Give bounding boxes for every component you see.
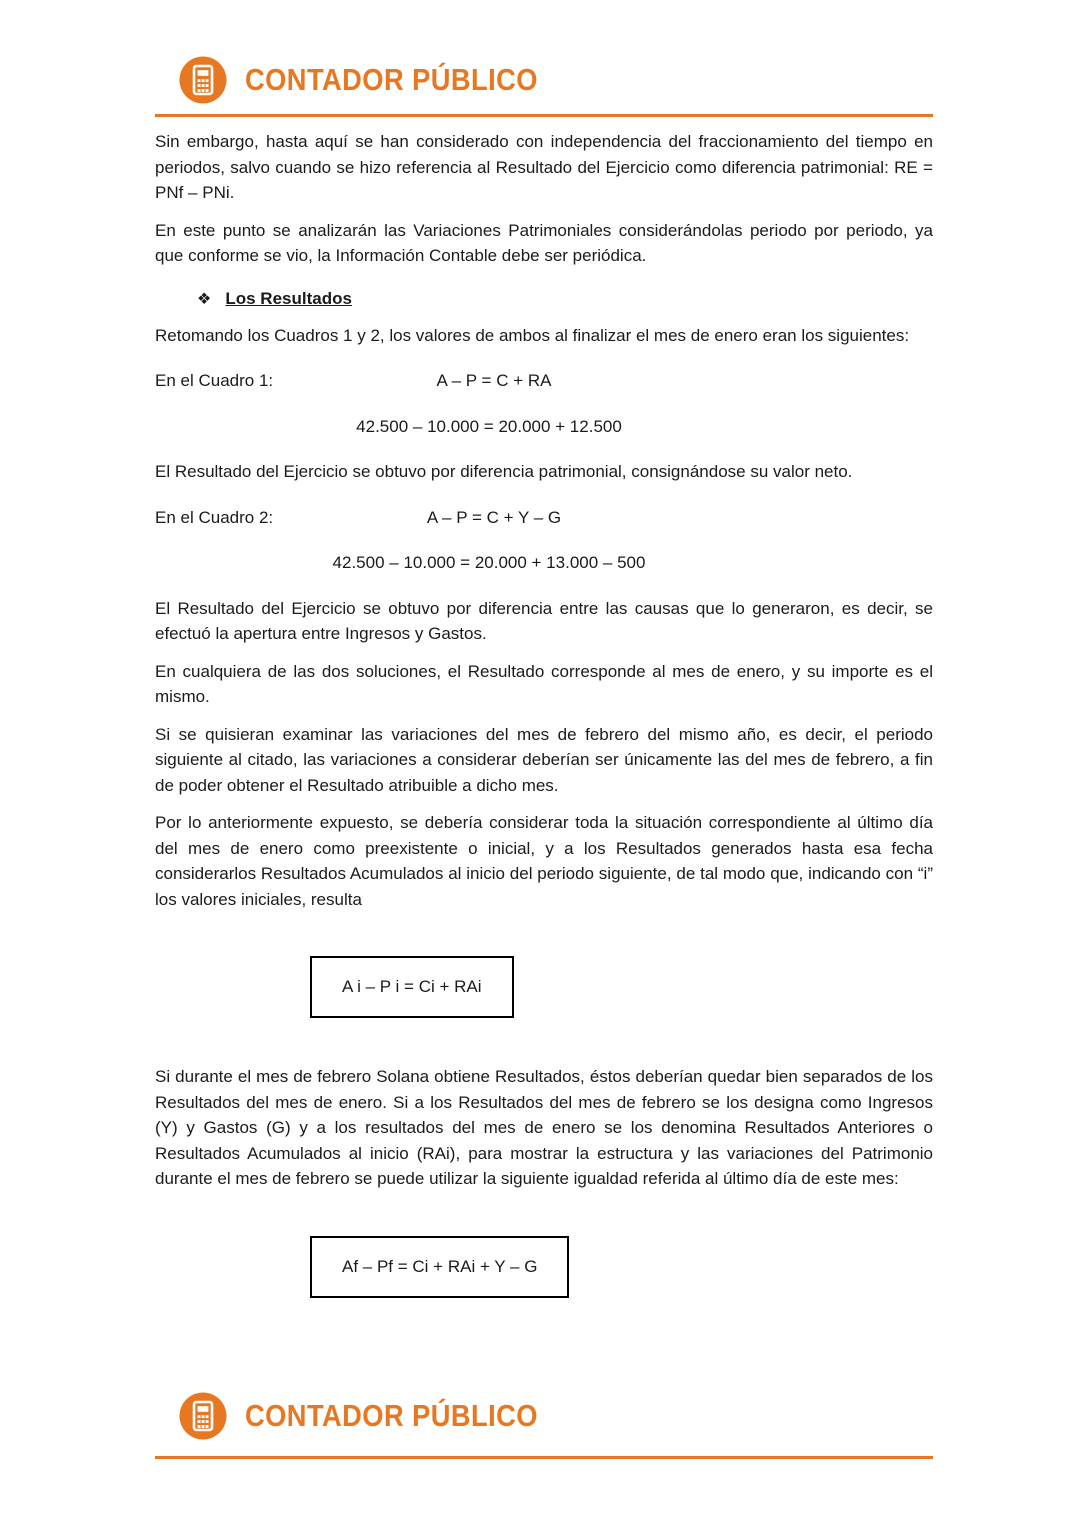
page-content: [155, 56, 933, 1324]
formula-box-1-wrap: [155, 930, 933, 1044]
brand-title: CONTADOR PÚBLICO: [245, 62, 538, 97]
section-heading: [197, 289, 933, 309]
formula-box-2-wrap: [155, 1210, 933, 1324]
cuadro2-values: 42.500 – 10.000 = 20.000 + 13.000 – 500: [332, 553, 646, 572]
calculator-icon: [179, 1392, 227, 1440]
cuadro2-label: En el Cuadro 2:: [155, 507, 274, 527]
footer-logo: [179, 1392, 933, 1440]
calculator-icon: [179, 56, 227, 104]
cuadro1-values: 42.500 – 10.000 = 20.000 + 12.500: [356, 416, 622, 436]
diamond-bullet-icon: ❖: [197, 290, 212, 308]
paragraph-4: El Resultado del Ejercicio se obtuvo por diferencia patrimonial, consignándose su valor neto.: [155, 462, 853, 481]
footer-brand-title: CONTADOR PÚBLICO: [245, 1398, 538, 1433]
section-title: Los Resultados: [225, 288, 352, 308]
formula-box-2: Af – Pf = Ci + RAi + Y – G: [310, 1236, 569, 1298]
paragraph-5: El Resultado del Ejercicio se obtuvo por diferencia entre las causas que lo generaron, es decir, se efectuó la apertura entre Ingresos y Gastos.: [155, 598, 933, 643]
cuadro1-formula-row: [155, 368, 933, 394]
paragraph-2: En este punto se analizarán las Variaciones Patrimoniales considerándolas periodo por periodo, ya que conforme se vio, la Información Contable debe ser periódica.: [155, 220, 933, 265]
footer-divider: [155, 1456, 933, 1459]
paragraph-6: En cualquiera de las dos soluciones, el Resultado corresponde al mes de enero, y su importe es el mismo.: [155, 661, 933, 706]
paragraph-1: Sin embargo, hasta aquí se han considerado con independencia del fraccionamiento del tiempo en periodos, salvo cuando se hizo referencia al Resultado del Ejercicio como diferencia patrimonial: RE = PNf – PNi.: [155, 132, 933, 202]
paragraph-8: Por lo anteriormente expuesto, se debería considerar toda la situación correspondiente al último día del mes de enero como preexistente o inicial, y a los Resultados generados hasta esa fecha considerarlos Resultados Acumulados al inicio del periodo siguiente, de tal modo que, indicando con “i” los valores iniciales, resulta: [155, 813, 933, 909]
cuadro1-formula: A – P = C + RA: [436, 371, 552, 390]
paragraph-9: Si durante el mes de febrero Solana obtiene Resultados, éstos deberían quedar bien separados de los Resultados del mes de enero. Si a los Resultados del mes de febrero se los designa como Ingresos (Y) y Gastos (G) y a los resultados del mes de enero se los denomina Resultados Anteriores o Resultados Acumulados al inicio (RAi), para mostrar la estructura y las variaciones del Patrimonio durante el mes de febrero se puede utilizar la siguiente igualdad referida al último día de este mes:: [155, 1067, 933, 1188]
cuadro2-formula-row: [155, 505, 933, 531]
header-logo: [179, 56, 933, 104]
header-divider: [155, 114, 933, 117]
paragraph-3: Retomando los Cuadros 1 y 2, los valores de ambos al finalizar el mes de enero eran los siguientes:: [155, 325, 910, 345]
cuadro2-formula: A – P = C + Y – G: [426, 507, 562, 527]
formula-box-1: A i – P i = Ci + RAi: [310, 956, 514, 1018]
paragraph-7: Si se quisieran examinar las variaciones del mes de febrero del mismo año, es decir, el periodo siguiente al citado, las variaciones a considerar deberían ser únicamente las del mes de febrero, a fin de poder obtener el Resultado atribuible a dicho mes.: [155, 724, 933, 795]
cuadro1-label: En el Cuadro 1:: [155, 371, 274, 390]
page-footer: [155, 1392, 933, 1459]
